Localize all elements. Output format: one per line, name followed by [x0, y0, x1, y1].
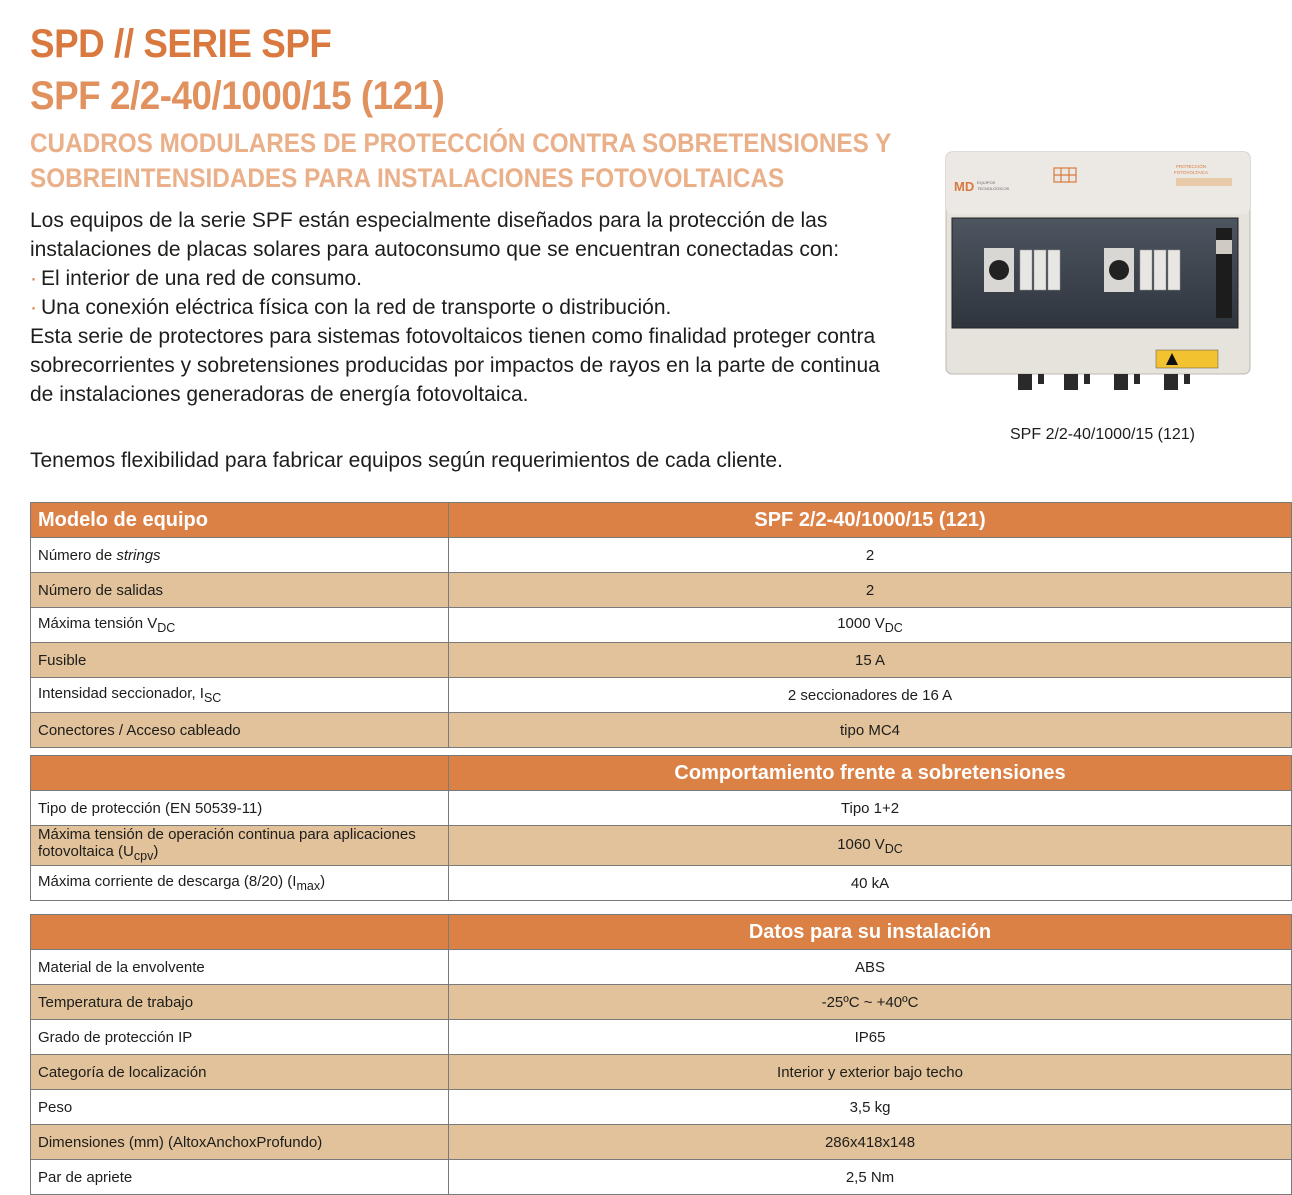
table-header-row: [31, 915, 1292, 950]
table-row: [31, 791, 1292, 826]
brand-sub: EQUIPOS: [977, 180, 996, 185]
intro-bullet: [30, 293, 890, 322]
page-title: SPD // SERIE SPF: [30, 22, 332, 66]
table-row: [31, 1020, 1292, 1055]
spec-table-surge: [30, 755, 1292, 901]
table-header-blank: [31, 756, 449, 791]
row-label: Grado de protección IP: [31, 1020, 449, 1055]
row-label: Máxima tensión de operación continua para aplicaciones fotovoltaica $(U_{cpv})$: [31, 826, 449, 866]
flexibility-note: Tenemos flexibilidad para fabricar equipos según requerimientos de cada cliente.: [30, 449, 783, 472]
table-header-row: [31, 503, 1292, 538]
row-label: Máxima tensión $V_{DC}$: [31, 608, 449, 643]
bullet-dot: ·: [30, 296, 37, 319]
row-value: 2 seccionadores de 16 A: [449, 678, 1292, 713]
model-title: SPF 2/2-40/1000/15 (121): [30, 74, 445, 118]
bullet-text: Una conexión eléctrica física con la red de transporte o distribución.: [41, 296, 672, 319]
table-row: [31, 1090, 1292, 1125]
row-value: Interior y exterior bajo techo: [449, 1055, 1292, 1090]
product-label: FOTOVOLTAICA: [1174, 170, 1209, 175]
brand-logo: MD: [954, 179, 975, 194]
row-value: IP65: [449, 1020, 1292, 1055]
intro-line: instalaciones de placas solares para autoconsumo que se encuentran conectadas con:: [30, 238, 840, 261]
intro-line: de instalaciones generadoras de energía fotovoltaica.: [30, 383, 529, 406]
table-header-row: [31, 756, 1292, 791]
row-label: Tipo de protección (EN 50539-11): [31, 791, 449, 826]
row-label: Máxima corriente de descarga (8/20) $(I_{max})$: [31, 866, 449, 901]
table-header-value: Datos para su instalación: [449, 915, 1292, 950]
row-label: Intensidad seccionador, $I_{SC}$: [31, 678, 449, 713]
spec-table-installation: [30, 914, 1292, 1195]
subtitle-line-2: SOBREINTENSIDADES PARA INSTALACIONES FOTOVOLTAICAS: [30, 163, 785, 193]
row-label: Categoría de localización: [31, 1055, 449, 1090]
row-value: 3,5 kg: [449, 1090, 1292, 1125]
bullet-dot: ·: [30, 267, 37, 290]
row-value: ABS: [449, 950, 1292, 985]
page-subtitle: [30, 126, 894, 196]
product-image: [944, 150, 1254, 410]
intro-line: Los equipos de la serie SPF están especialmente diseñados para la protección de las: [30, 209, 828, 232]
bullet-text: El interior de una red de consumo.: [41, 267, 363, 290]
row-label: Número de salidas: [31, 573, 449, 608]
intro-bullet: [30, 264, 890, 293]
table-row: [31, 866, 1292, 901]
row-label: Dimensiones (mm) (AltoxAnchoxProfundo): [31, 1125, 449, 1160]
table-row: [31, 1160, 1292, 1195]
intro-line: sobrecorrientes y sobretensiones producidas por impactos de rayos en la parte de continua: [30, 354, 880, 377]
row-value: tipo MC4: [449, 713, 1292, 748]
product-caption: SPF 2/2-40/1000/15 (121): [1010, 426, 1196, 443]
table-row: [31, 678, 1292, 713]
row-value: -25ºC ~ +40ºC: [449, 985, 1292, 1020]
table-header-label: Modelo de equipo: [31, 503, 449, 538]
row-value: 1000 $V_{DC}$: [449, 608, 1292, 643]
row-label: Conectores / Acceso cableado: [31, 713, 449, 748]
row-label: Peso: [31, 1090, 449, 1125]
table-row: [31, 1055, 1292, 1090]
row-value: 1060 $V_{DC}$: [449, 826, 1292, 866]
table-row: [31, 608, 1292, 643]
table-header-value: SPF 2/2-40/1000/15 (121): [449, 503, 1292, 538]
row-label: Par de apriete: [31, 1160, 449, 1195]
row-value: Tipo 1+2: [449, 791, 1292, 826]
table-header-value: Comportamiento frente a sobretensiones: [449, 756, 1292, 791]
row-value: 40 kA: [449, 866, 1292, 901]
product-label: PROTECCIÓN: [1176, 164, 1207, 169]
table-row: [31, 643, 1292, 678]
row-label: Fusible: [31, 643, 449, 678]
intro-text: [30, 206, 890, 409]
table-row: [31, 985, 1292, 1020]
spec-table-model: [30, 502, 1292, 748]
row-value: 2,5 Nm: [449, 1160, 1292, 1195]
table-row: [31, 713, 1292, 748]
intro-line: Esta serie de protectores para sistemas fotovoltaicos tienen como finalidad proteger contra: [30, 325, 876, 348]
mc4-connector-icon: [1018, 374, 1190, 390]
table-row: [31, 573, 1292, 608]
table-row: [31, 950, 1292, 985]
row-value: 2: [449, 573, 1292, 608]
row-value: 15 A: [449, 643, 1292, 678]
table-row: [31, 538, 1292, 573]
table-row: [31, 826, 1292, 866]
brand-sub: TECNOLÓGICOS: [977, 186, 1010, 191]
row-value: 2: [449, 538, 1292, 573]
row-label: Número de strings: [31, 538, 449, 573]
row-label: Material de la envolvente: [31, 950, 449, 985]
table-header-blank: [31, 915, 449, 950]
subtitle-line-1: CUADROS MODULARES DE PROTECCIÓN CONTRA SOBRETENSIONES Y: [30, 128, 892, 158]
row-label: Temperatura de trabajo: [31, 985, 449, 1020]
row-value: 286x418x148: [449, 1125, 1292, 1160]
table-row: [31, 1125, 1292, 1160]
